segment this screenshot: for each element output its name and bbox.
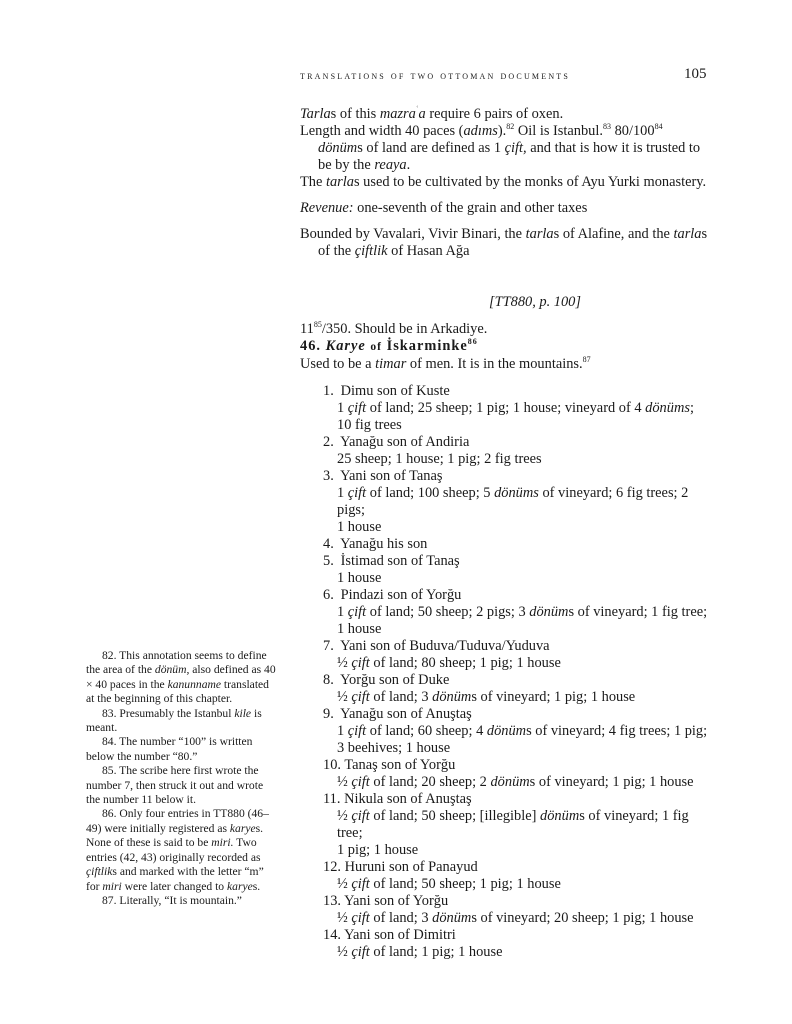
- running-title: translations of two ottoman documents: [300, 70, 571, 82]
- section-line: $11^{85}/350$. Should be in Arkadiye.: [300, 320, 488, 337]
- list-item: 6. Pindazi son of Yorğu 1 çift of land; 50 sheep; 2 pigs; 3 dönüms of vineyard; 1 fig tree; 1 house: [323, 587, 708, 637]
- section-heading: 46. Karye of İskarminke$^{86}$: [300, 337, 478, 354]
- list-item: 11. Nikula son of Anuştaş ½ çift of land; 50 sheep; [illegible] dönüms of vineyard; 1 fig tree; 1 pig; 1 house: [323, 791, 689, 858]
- list-item: 3. Yani son of Tanaş 1 çift of land; 100 sheep; 5 dönüms of vineyard; 6 fig trees; 2 pigs; 1 house: [323, 468, 689, 535]
- paragraph-revenue: Revenue: one-seventh of the grain and other taxes: [300, 200, 588, 216]
- section-intro: Used to be a timar of men. It is in the mountains.$^{87}$: [300, 355, 591, 372]
- list-item: 2. Yanağu son of Andiria 25 sheep; 1 house; 1 pig; 2 fig trees: [323, 434, 542, 467]
- page-number: 105: [684, 66, 707, 82]
- footnote-87: 87. Literally, “It is mountain.”: [102, 893, 242, 907]
- main-text: [300, 106, 710, 961]
- list-item: 9. Yanağu son of Anuştaş 1 çift of land; 60 sheep; 4 dönüms of vineyard; 4 fig trees; 1 pig; 3 beehives; 1 house: [323, 706, 708, 756]
- entry-list: [323, 383, 710, 961]
- paragraph-length-width: Length and width 40 paces (adıms).$^{82}$ Oil is Istanbul.$^{83}$ $80/100^{84}$ dönüms of land are defined as 1 çift, and that is how it is trusted to be by the reaya.: [300, 122, 701, 173]
- footnote-84: 84. The number “100” is written below the number “80.”: [86, 735, 253, 763]
- source-reference: [TT880, p. 100]: [489, 294, 581, 310]
- list-item: 7. Yani son of Buduva/Tuduva/Yuduva ½ çift of land; 80 sheep; 1 pig; 1 house: [323, 638, 561, 671]
- footnote-86: 86. Only four entries in TT880 (46–49) were initially registered as karyes. None of these is said to be miri. Two entries (42, 43) originally recorded as çiftliks and marked with the letter “m” for miri were later changed to karyes.: [86, 807, 269, 893]
- list-item: 1. Dimu son of Kuste 1 çift of land; 25 sheep; 1 pig; 1 house; vineyard of 4 dönüms; 10 fig trees: [323, 383, 694, 433]
- list-item: 13. Yani son of Yorğu ½ çift of land; 3 dönüms of vineyard; 20 sheep; 1 pig; 1 house: [323, 893, 694, 926]
- footnote-83: 83. Presumably the Istanbul kile is meant.: [86, 706, 262, 735]
- footnote-85: 85. The scribe here first wrote the number 7, then struck it out and wrote the number 11 below it.: [86, 764, 264, 807]
- list-item: 10. Tanaş son of Yorğu ½ çift of land; 20 sheep; 2 dönüms of vineyard; 1 pig; 1 house: [323, 757, 694, 790]
- list-item: 12. Huruni son of Panayud ½ çift of land; 50 sheep; 1 pig; 1 house: [323, 859, 561, 892]
- list-item: 4. Yanağu his son: [323, 536, 428, 552]
- footnote-82: 82. This annotation seems to define the area of the dönüm, also defined as 40 × 40 paces in the kanunname translated at the beginning of this chapter.: [86, 649, 276, 706]
- list-item: 8. Yorğu son of Duke ½ çift of land; 3 dönüms of vineyard; 1 pig; 1 house: [323, 672, 636, 705]
- list-item: 5. İstimad son of Tanaş 1 house: [323, 553, 460, 586]
- list-item: 14. Yani son of Dimitri ½ çift of land; 1 pig; 1 house: [323, 927, 503, 960]
- paragraph-tarlas-oxen: Tarlas of this mazra$^ʿ$a require 6 pairs of oxen.: [300, 105, 564, 122]
- paragraph-bounded: Bounded by Vavalari, Vivir Binari, the tarlas of Alafine, and the tarlas of the çiftlik of Hasan Ağa: [300, 226, 708, 259]
- paragraph-monks: The tarlas used to be cultivated by the monks of Ayu Yurki monastery.: [300, 174, 707, 190]
- footnotes: [86, 649, 276, 908]
